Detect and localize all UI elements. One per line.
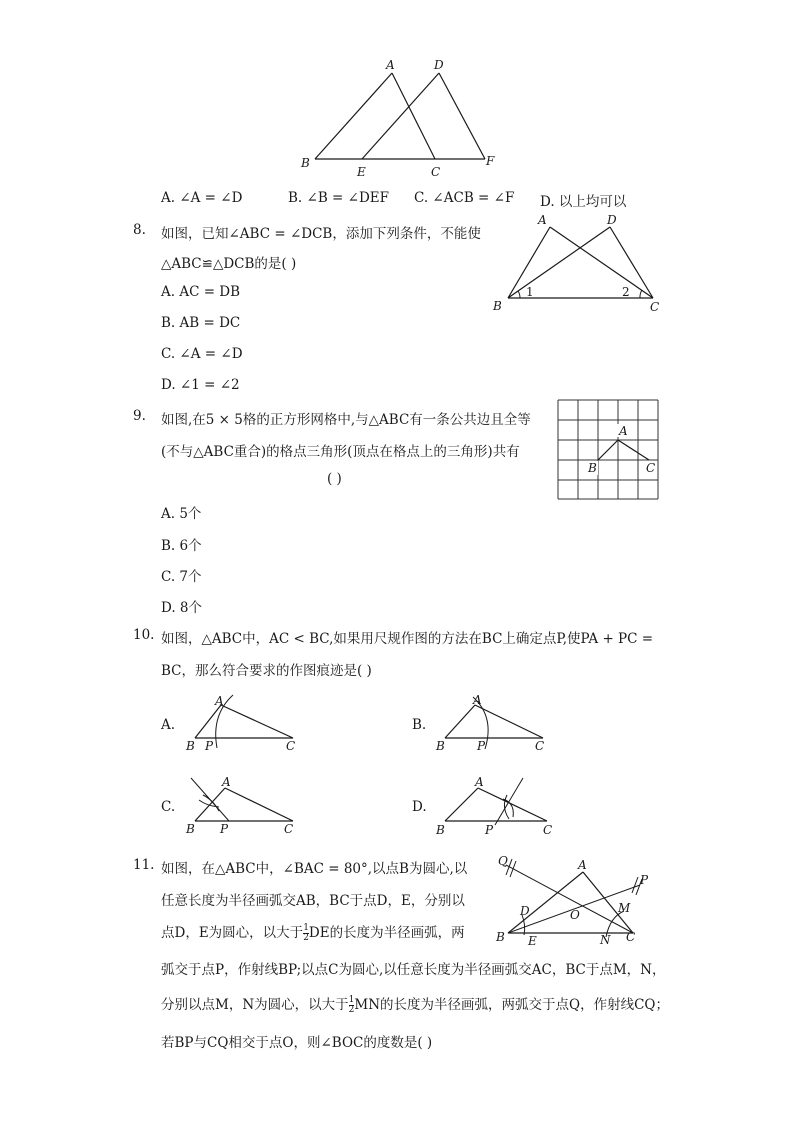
q10-option-c-figure[interactable] [183, 773, 303, 835]
q11-label-O: O [570, 908, 580, 922]
q11-stem-line5 [161, 993, 669, 1015]
q7-label-D: D [434, 58, 444, 72]
q9-number: 9. [133, 408, 146, 424]
q10a-label-P: P [205, 739, 214, 753]
q9-label-A: A [619, 424, 628, 438]
q9-grid-figure [558, 400, 660, 500]
q10-option-b-figure[interactable] [433, 693, 553, 755]
q9-stem-line1: 如图,在5 × 5格的正方形网格中,与△ABC有一条公共边且全等 [161, 412, 531, 428]
q8-label-D: D [607, 213, 617, 227]
q7-label-E: E [357, 165, 366, 179]
q11-stem-line5b: MN的长度为半径画弧，两弧交于点Q，作射线CQ； [354, 997, 669, 1013]
q11-number: 11. [133, 857, 155, 873]
q11-frac-1-den: 2 [303, 933, 309, 943]
q10-option-b-label[interactable]: B. [412, 717, 427, 733]
q10b-label-B: B [436, 739, 445, 753]
q8-stem-line2: △ABC≌△DCB的是( ) [161, 256, 297, 272]
q7-figure [295, 55, 515, 185]
q8-angle-1: 1 [526, 285, 534, 299]
q11-label-B: B [496, 930, 505, 944]
q11-label-N: N [600, 933, 611, 947]
q10-number: 10. [133, 627, 155, 643]
q11-stem-line3 [161, 921, 465, 943]
q11-stem-line4: 弧交于点P，作射线BP;以点C为圆心,以任意长度为半径画弧交AC，BC于点M，N， [161, 962, 666, 978]
q8-figure [488, 210, 673, 320]
q10c-label-C: C [284, 822, 294, 836]
q9-option-a[interactable]: A. 5个 [161, 506, 202, 522]
q10-option-c-label[interactable]: C. [161, 799, 176, 815]
q9-stem-line3: ( ) [327, 471, 342, 487]
q10a-label-B: B [186, 739, 195, 753]
q10b-label-A: A [473, 693, 482, 707]
q11-frac-2-num: 1 [348, 995, 355, 1005]
q8-option-c[interactable]: C. ∠A = ∠D [161, 346, 243, 362]
q7-label-F: F [486, 154, 495, 168]
q11-label-P: P [640, 873, 649, 887]
q7-option-b[interactable]: B. ∠B = ∠DEF [288, 190, 389, 206]
q10d-label-A: A [475, 775, 484, 789]
q11-label-E: E [528, 934, 537, 948]
q10d-label-C: C [543, 823, 553, 837]
q7-label-B: B [301, 156, 310, 170]
q10-stem-line1: 如图，△ABC中，AC < BC,如果用尺规作图的方法在BC上确定点P,使PA + PC = [161, 631, 654, 647]
q9-option-c[interactable]: C. 7个 [161, 569, 202, 585]
q10-option-d-figure[interactable] [433, 773, 558, 835]
q8-stem-line1: 如图，已知∠ABC = ∠DCB，添加下列条件，不能使 [161, 226, 481, 242]
q9-stem-line2: (不与△ABC重合)的格点三角形(顶点在格点上的三角形)共有 [161, 444, 520, 460]
q8-number: 8. [133, 222, 146, 238]
q8-label-C: C [650, 300, 660, 314]
q10b-label-C: C [535, 739, 545, 753]
q11-stem-line6: 若BP与CQ相交于点O，则∠BOC的度数是( ) [161, 1035, 433, 1051]
q11-label-M: M [618, 901, 631, 915]
q11-label-A: A [578, 858, 587, 872]
q11-frac-1-num: 1 [303, 923, 309, 933]
q8-label-B: B [493, 299, 502, 313]
q10c-label-B: B [186, 822, 195, 836]
q11-frac-2-den: 2 [348, 1005, 355, 1015]
q11-label-C: C [626, 930, 636, 944]
q11-stem-line3b: DE的长度为半径画弧，两 [308, 925, 465, 941]
q10b-label-P: P [477, 739, 486, 753]
q8-option-d[interactable]: D. ∠1 = ∠2 [161, 377, 240, 393]
q10a-label-C: C [286, 739, 296, 753]
q7-label-A: A [386, 58, 395, 72]
q7-label-C: C [431, 165, 441, 179]
q11-stem-line3a: 点D，E为圆心，以大于 [161, 925, 304, 941]
q11-stem-line1: 如图，在△ABC中，∠BAC = 80°,以点B为圆心,以 [161, 861, 468, 877]
q10-option-a-label[interactable]: A. [161, 717, 176, 733]
q11-figure [488, 855, 668, 955]
q7-option-d[interactable]: D. 以上均可以 [540, 194, 627, 210]
q8-angle-2: 2 [622, 285, 630, 299]
q7-option-c[interactable]: C. ∠ACB = ∠F [414, 190, 515, 206]
q8-option-b[interactable]: B. AB = DC [161, 315, 241, 331]
q9-label-B: B [588, 461, 597, 475]
q11-stem-line5a: 分别以点M，N为圆心，以大于 [161, 997, 349, 1013]
q10-option-d-label[interactable]: D. [412, 799, 427, 815]
q10c-label-P: P [220, 822, 229, 836]
q10d-label-P: P [485, 823, 494, 837]
q10-stem-line2: BC，那么符合要求的作图痕迹是( ) [161, 663, 372, 679]
q11-label-D: D [520, 904, 530, 918]
q7-option-a[interactable]: A. ∠A = ∠D [161, 190, 243, 206]
q11-stem-line2: 任意长度为半径画弧交AB，BC于点D，E，分别以 [161, 893, 465, 909]
q11-label-Q: Q [498, 854, 508, 868]
q10c-label-A: A [222, 775, 231, 789]
q8-label-A: A [538, 213, 547, 227]
q10-option-a-figure[interactable] [183, 693, 303, 755]
q10d-label-B: B [436, 823, 445, 837]
q9-label-C: C [646, 461, 656, 475]
q9-option-b[interactable]: B. 6个 [161, 538, 202, 554]
q9-option-d[interactable]: D. 8个 [161, 600, 203, 616]
q8-option-a[interactable]: A. AC = DB [161, 284, 241, 300]
q10a-label-A: A [215, 694, 224, 708]
